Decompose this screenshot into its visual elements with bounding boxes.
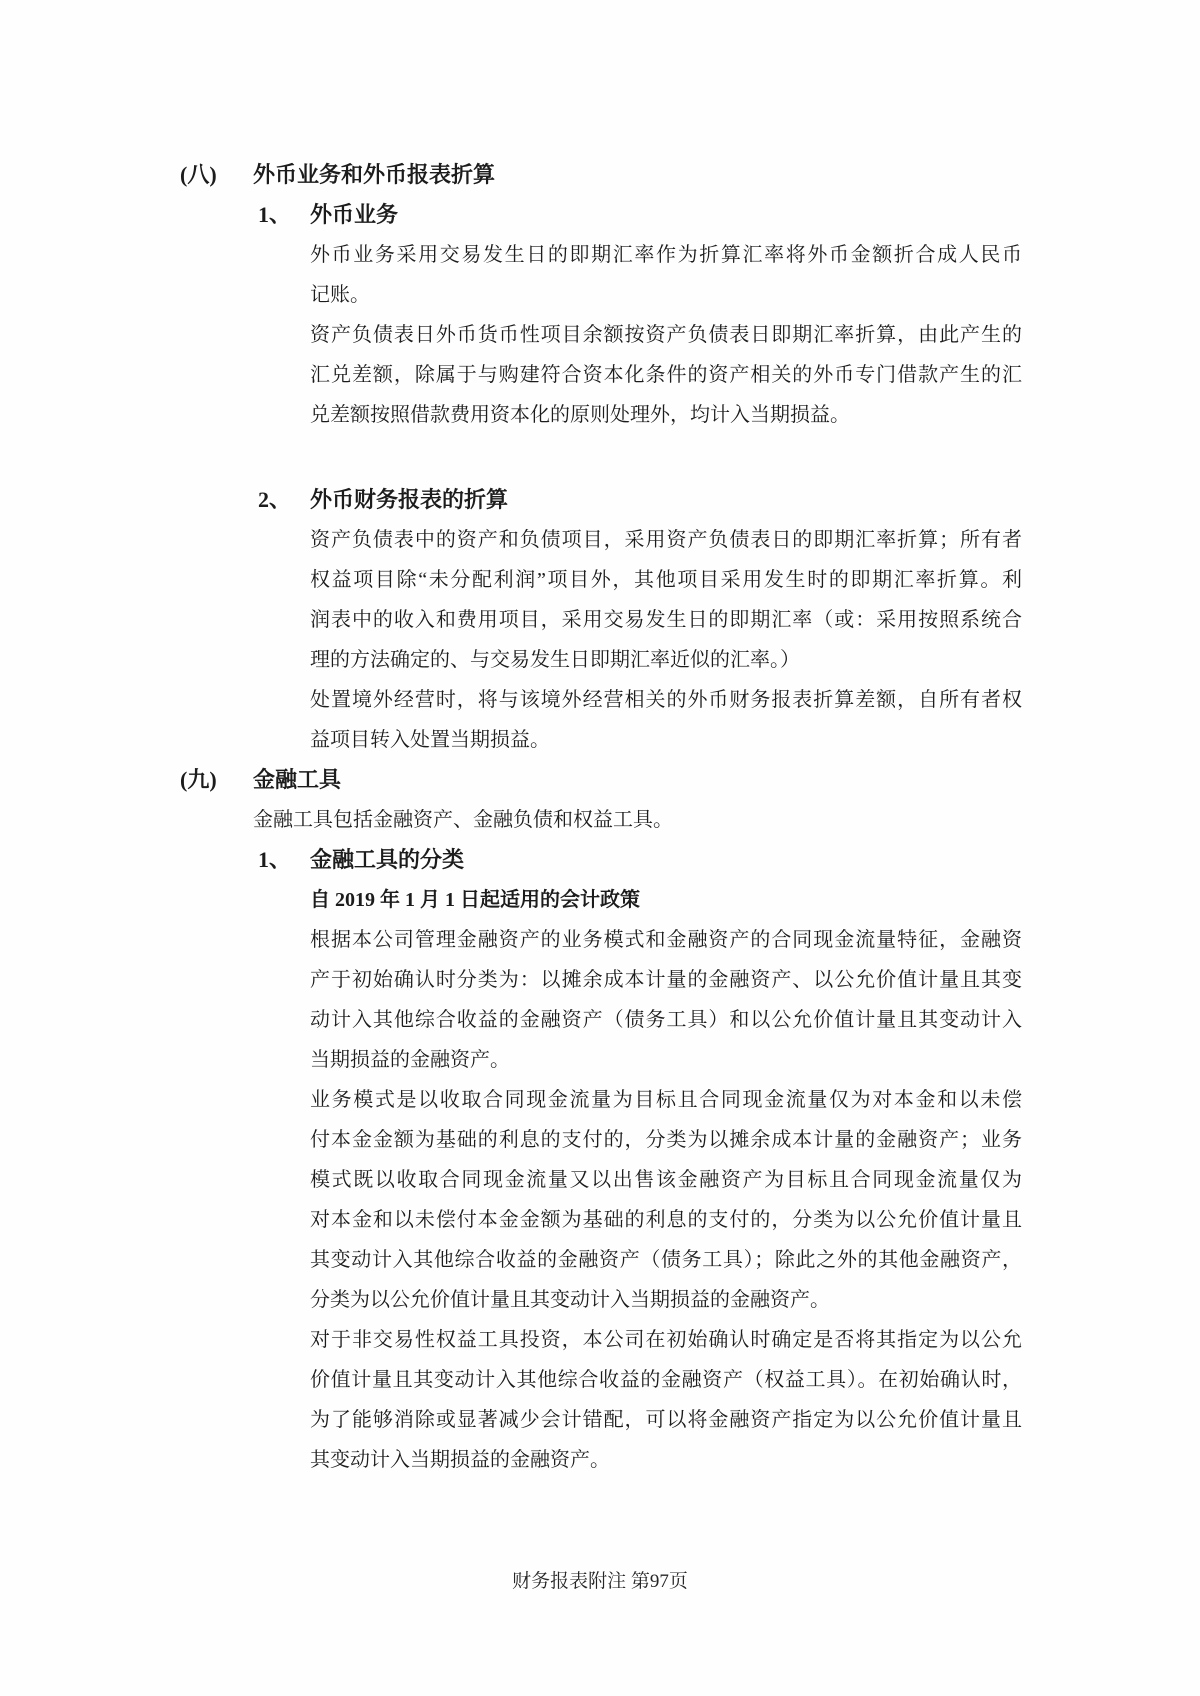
paragraph-line: 资产负债表日外币货币性项目余额按资产负债表日即期汇率折算，由此产生的: [310, 324, 1022, 346]
paragraph-line: 润表中的收入和费用项目，采用交易发生日的即期汇率（或：采用按照系统合: [310, 609, 1022, 631]
policy-subtitle: 自 2019 年 1 月 1 日起适用的会计政策: [310, 889, 640, 911]
paragraph: [310, 315, 1022, 435]
page-footer: 财务报表附注 第97页: [512, 1571, 688, 1592]
paragraph-line: 理的方法确定的、与交易发生日即期汇率近似的汇率。）: [310, 649, 800, 671]
paragraph-line: 其变动计入其他综合收益的金融资产（债务工具）；除此之外的其他金融资产，: [310, 1249, 1022, 1271]
section-8-heading: [180, 155, 1200, 195]
paragraph: [310, 520, 1022, 680]
section-9-heading: [180, 760, 1200, 800]
paragraph-line: 价值计量且其变动计入其他综合收益的金融资产（权益工具）。在初始确认时，: [310, 1369, 1022, 1391]
paragraph-line: 动计入其他综合收益的金融资产（债务工具）和以公允价值计量且其变动计入: [310, 1009, 1022, 1031]
item-1-number-sec9: 1、: [258, 847, 292, 872]
paragraph-line: 产于初始确认时分类为：以摊余成本计量的金融资产、以公允价值计量且其变: [310, 969, 1022, 991]
section-9-title: 金融工具: [253, 767, 342, 792]
paragraph-line: 权益项目除“未分配利润”项目外，其他项目采用发生时的即期汇率折算。利: [310, 569, 1022, 591]
item-1-heading-sec9: [258, 840, 1200, 880]
blank-line-spacer: [180, 435, 1200, 480]
paragraph-line: 益项目转入处置当期损益。: [310, 729, 550, 751]
paragraph: [310, 680, 1022, 760]
paragraph-line: 汇兑差额，除属于与购建符合资本化条件的资产相关的外币专门借款产生的汇: [310, 364, 1022, 386]
paragraph-line: 处置境外经营时，将与该境外经营相关的外币财务报表折算差额，自所有者权: [310, 689, 1022, 711]
paragraph-line: 业务模式是以收取合同现金流量为目标且合同现金流量仅为对本金和以未偿: [310, 1089, 1022, 1111]
paragraph-line: 记账。: [310, 284, 370, 306]
paragraph-line: 其变动计入当期损益的金融资产。: [310, 1449, 610, 1471]
paragraph: [310, 1080, 1022, 1320]
item-2-heading: [258, 480, 1200, 520]
paragraph-line: 分类为以公允价值计量且其变动计入当期损益的金融资产。: [310, 1289, 830, 1311]
paragraph: [310, 1320, 1022, 1480]
paragraph: [310, 920, 1022, 1080]
item-1-heading: [258, 195, 1200, 235]
paragraph-line: 对本金和以未偿付本金金额为基础的利息的支付的，分类为以公允价值计量且: [310, 1209, 1022, 1231]
paragraph: [310, 235, 1022, 315]
paragraph-line: 兑差额按照借款费用资本化的原则处理外，均计入当期损益。: [310, 404, 850, 426]
paragraph-line: 外币业务采用交易发生日的即期汇率作为折算汇率将外币金额折合成人民币: [310, 244, 1022, 266]
section-8-marker: (八): [180, 162, 217, 187]
item-1-title-sec9: 金融工具的分类: [310, 847, 465, 872]
paragraph-line: 付本金金额为基础的利息的支付的，分类为以摊余成本计量的金融资产；业务: [310, 1129, 1022, 1151]
item-2-title: 外币财务报表的折算: [310, 487, 509, 512]
paragraph-line: 对于非交易性权益工具投资，本公司在初始确认时确定是否将其指定为以公允: [310, 1329, 1022, 1351]
section-9-marker: (九): [180, 767, 217, 792]
paragraph-line: 根据本公司管理金融资产的业务模式和金融资产的合同现金流量特征，金融资: [310, 929, 1022, 951]
item-1-title: 外币业务: [310, 202, 399, 227]
paragraph-line: 为了能够消除或显著减少会计错配，可以将金融资产指定为以公允价值计量且: [310, 1409, 1022, 1431]
paragraph-line: 模式既以收取合同现金流量又以出售该金融资产为目标且合同现金流量仅为: [310, 1169, 1022, 1191]
paragraph-line: 当期损益的金融资产。: [310, 1049, 510, 1071]
item-2-number: 2、: [258, 487, 292, 512]
paragraph-line: 资产负债表中的资产和负债项目，采用资产负债表日的即期汇率折算；所有者: [310, 529, 1022, 551]
section-9-intro: 金融工具包括金融资产、金融负债和权益工具。: [253, 809, 673, 831]
section-8-title: 外币业务和外币报表折算: [253, 162, 496, 187]
item-1-number: 1、: [258, 202, 292, 227]
